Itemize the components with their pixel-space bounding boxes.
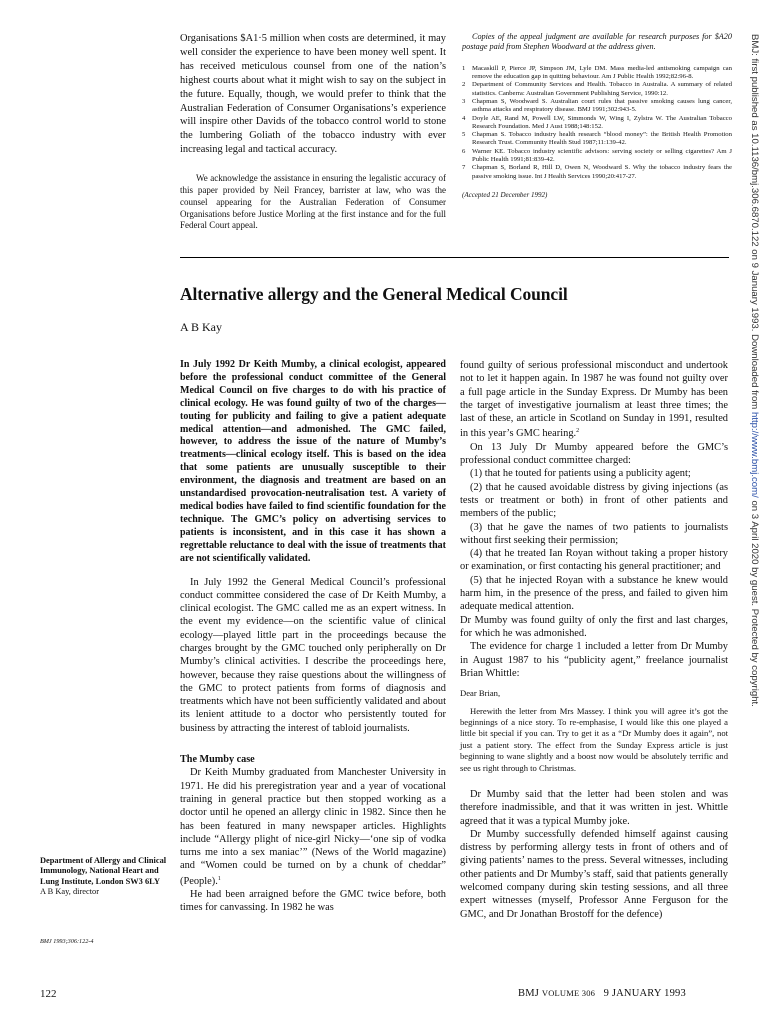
reference-number: 7 (462, 164, 466, 172)
article-title: Alternative allergy and the General Medical Council (180, 284, 568, 304)
author-role: A B Kay, director (40, 886, 99, 896)
reference-item (462, 98, 732, 115)
citation-superscript: 2 (576, 428, 580, 435)
previous-article-ending (180, 32, 446, 232)
charge-item: (4) that he treated Ian Royan without taking a proper history or examination, or first contacting his general practitioner; and (460, 548, 728, 573)
charge-item: (1) that he touted for patients using a publicity agent; (470, 468, 691, 480)
journal-volume: VOLUME 306 (541, 988, 596, 998)
issue-date: 9 JANUARY 1993 (603, 988, 686, 999)
charge-item: (3) that he gave the names of two patients to journalists without first seeking their permission; (460, 521, 728, 546)
bmj-link[interactable]: http://www.bmj.com/ (749, 411, 760, 498)
body-paragraph: Dr Mumby said that the letter had been stolen and was therefore inadmissible, and that it was written in jest. Whittle agreed that it was a typical Mumby joke. (460, 788, 728, 827)
charges-intro: On 13 July Dr Mumby appeared before the GMC’s professional conduct committee charged: (460, 441, 728, 467)
reference-item (462, 81, 732, 98)
quoted-letter (460, 688, 728, 774)
department: Department of Allergy and Clinical Immunology, National Heart and Lung Institute, London SW3 6LY (40, 856, 167, 886)
download-notice-text: BMJ: first published as 10.1136/bmj.306.6870.122 on 9 January 1993. Downloaded from (749, 34, 760, 412)
abstract: In July 1992 Dr Keith Mumby, a clinical ecologist, appeared before the professional conduct committee of the General Medical Council on five charges to do with his practice of clinical ecology. He was found guilty of two of the charges—touting for publicity and failing to give a patient adequate medical attention—and admonished. The GMC failed, however, to address the issue of the nature of Mumby’s treatments—clinical ecology itself. This is based on the idea that some patients are unusually susceptible to their environment, the diagnosis and treatment are based on an unstandardised provocation-neutralisation test. A variety of medical bodies have failed to find scientific foundation for the technique. The GMC’s policy on advertising services to patients is inconsistent, and in this case it has shown a regrettable reluctance to deal with the issue of treatments that are not scientifically validated. (180, 359, 446, 564)
reference-text: Chapman S, Borland R, Hill D, Owen N, Woodward S. Why the tobacco industry fears the passive smoking issue. Int J Health Services 1990;20:417-27. (472, 164, 732, 180)
reference-number: 6 (462, 147, 466, 155)
reference-number: 4 (462, 114, 466, 122)
reference-text: Chapman S. Tobacco industry health research “blood money”: the British Health Promotion Research Trust. Community Health Stud 1987;11:139-42. (472, 131, 732, 147)
article-author: A B Kay (180, 320, 222, 334)
download-notice (749, 34, 760, 707)
right-paragraph-1: found guilty of serious professional misconduct and undertook not to let it happen again. In 1987 he was found not guilty over a full page article in the Sunday Express. Dr Mumby has been the target of investigative journalism at least three times; the last of these, an article in Scotland on Sunday in 1991, resulted in this year’s GMC hearing. (460, 360, 728, 440)
journal-citation: BMJ 1993;306:122-4 (40, 938, 94, 945)
reference-number: 5 (462, 131, 466, 139)
charge-item: (5) that he injected Royan with a substance he knew would harm him, in the presence of the press, and failed to given him adequate medical attention. (460, 574, 728, 613)
author-affiliation (40, 856, 168, 897)
letter-salutation: Dear Brian, (460, 688, 501, 699)
verdict-paragraph: Dr Mumby was found guilty of only the first and last charges, for which he was admonished. (460, 614, 728, 639)
reference-item (462, 131, 732, 148)
accepted-date: (Accepted 21 December 1992) (462, 190, 548, 199)
reference-number: 1 (462, 64, 466, 72)
download-notice-suffix: on 3 April 2020 by guest. Protected by copyright. (749, 497, 760, 707)
reference-text: Warner KE. Tobacco industry scientific advisors: serving society or selling cigarettes? Am J Public Health 1991;81:839-42. (472, 147, 732, 164)
body-paragraph (460, 359, 728, 441)
reference-text: Macaskill P, Pierce JP, Simpson JM, Lyle DM. Mass media-led antismoking campaign can remove the education gap in quitting behaviour. Am J Public Health 1992;82:96-8. (472, 64, 732, 81)
page-number: 122 (40, 988, 57, 1000)
reference-item (462, 65, 732, 82)
right-column (460, 359, 728, 921)
reference-list (462, 65, 732, 181)
reference-text: Doyle AE, Rand M, Powell LW, Simmonds W, Wing I, Zylstra W. The Australian Tobacco Research Foundation. Med J Aust 1988;148:152. (472, 114, 732, 130)
body-paragraph: Dr Mumby successfully defended himself against causing distress by performing allergy tests in front of others and of giving patients’ names to the press. Several witnesses, including other patients and Dr Mumby’s staff, said that patients generally welcomed company during skin testing sessions, and all three expert witnesses (myself, Professor Anne Ferguson for the GMC, and Dr Jonathan Brostoff for the defence) (460, 828, 728, 920)
reference-number: 3 (462, 98, 466, 105)
body-paragraph (180, 766, 446, 888)
intro-paragraph: In July 1992 the General Medical Council’s professional conduct committee considered the case of Dr Keith Mumby, a clinical ecologist. The GMC called me as an expert witness. In the event my evidence—on the scientific value of clinical ecology—played little part in the proceedings because the charges brought by the GMC touched only peripherally on Dr Mumby’s clinical activities. I describe the proceedings here, however, because they raise questions about the willingness of the GMC to protect patients from forms of diagnosis and treatments which have not been sufficiently validated and about its lenient attitude to a doctor who persistently touted for business by attracting the interest of tabloid journalists. (180, 576, 446, 734)
mumby-paragraph-1: Dr Keith Mumby graduated from Manchester University in 1971. He did his preregistration year and a year of vocational training in general practice but then stopped working as a doctor until he opened an allergy clinic in 1982. Since then he has been featured in many newspaper articles. Highlights include “Allergy plight of nice-girl Nicky—‘one sip of vodka turns me into a sex maniac’” (News of the World magazine) and “Women could be turned on by a chunk of cheddar” (People). (180, 767, 446, 887)
charge-item: (2) that he caused avoidable distress by giving injections (as tests or treatment or both) in front of other patients and members of the public; (460, 481, 728, 520)
copies-note: Copies of the appeal judgment are available for research purposes for $A20 postage paid from Stephen Woodward at the address given. (462, 32, 732, 52)
evidence-intro: The evidence for charge 1 included a letter from Dr Mumby in August 1987 to his “publicity agent,” freelance journalist Brian Whittle: (460, 641, 728, 679)
journal-name: BMJ (518, 988, 540, 999)
acknowledgment: We acknowledge the assistance in ensuring the legalistic accuracy of this paper provided by Neil Francey, barrister at law, who was the counsel appearing for the Australian Federation of Consumer Organisations before Justice Morling at the first instance and for the full Federal Court appeal. (180, 173, 446, 231)
reference-item (462, 115, 732, 132)
reference-item (462, 148, 732, 165)
reference-text: Chapman S, Woodward S. Australian court rules that passive smoking causes lung cancer, asthma attacks and respiratory disease. BMJ 1991;302:943-5. (472, 98, 732, 114)
reference-number: 2 (462, 81, 466, 89)
closing-paragraph: Organisations $A1·5 million when costs are determined, it may well consider the experience to have been money well spent. It has received meticulous counsel from one of the nation’s highest courts about what it might wish to say on the subject in the future. Equally, though, we would prefer to think that the Australian Federation of Consumer Organisations’s experience will inspire other Davids of the tobacco control world to stone the lumbering Goliath of the tobacco industry with ever increasing legal and tactical accuracy. (180, 33, 446, 156)
left-column (180, 359, 446, 915)
citation-superscript: 1 (217, 875, 221, 882)
reference-item (462, 164, 732, 181)
references-block (462, 32, 732, 199)
section-heading: The Mumby case (180, 754, 255, 766)
reference-text: Department of Community Services and Health. Tobacco in Australia. A summary of related statistics. Canberra: Australian Government Publishing Service, 1990:12. (472, 81, 732, 97)
mumby-paragraph-2: He had been arraigned before the GMC twice before, both times for canvassing. In 1982 he was (180, 889, 446, 914)
letter-body: Herewith the letter from Mrs Massey. I think you will agree it’s got the beginnings of a nice story. To re-emphasise, I would like this one played a little bit special if you can. Try to get it as a “Dr Mumby does it again”, not just a patient story. The effect from the Sunday Express article is just beginning to wane slightly and a boost now would be absolutely terrific and see us right through to Christmas. (460, 705, 728, 773)
section-divider (180, 257, 729, 258)
journal-footer (518, 988, 686, 999)
